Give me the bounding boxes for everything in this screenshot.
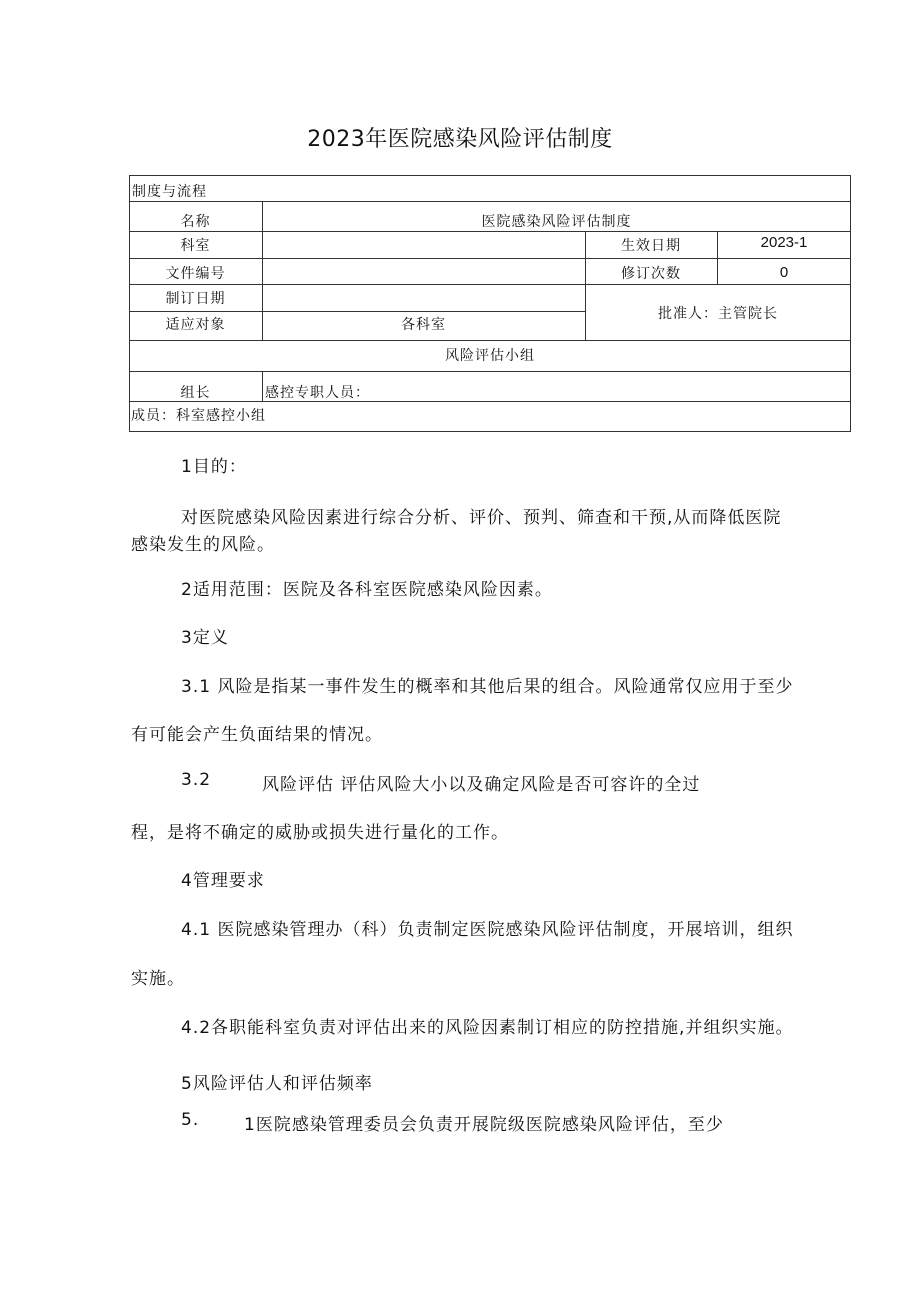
section-4-2-text: 4.2各职能科室负责对评估出来的风险因素制订相应的防控措施,并组织实施。 xyxy=(181,1018,794,1038)
effective-date-label: 生效日期 xyxy=(621,238,681,254)
document-title: 2023年医院感染风险评估制度 xyxy=(307,127,613,152)
section-3-2-number: 3.2 xyxy=(181,770,212,790)
section-3-2-text-cont: 程，是将不确定的威胁或损失进行量化的工作。 xyxy=(131,823,509,843)
table-rule xyxy=(129,231,851,232)
table-rule xyxy=(262,371,263,401)
section-3-2-text: 风险评估 评估风险大小以及确定风险是否可容许的全过 xyxy=(262,775,701,795)
members: 成员：科室感控小组 xyxy=(131,408,266,424)
applies-to-value: 各科室 xyxy=(401,317,446,333)
table-rule xyxy=(129,340,851,341)
leader-value: 感控专职人员： xyxy=(265,385,370,401)
revision-count-value: 0 xyxy=(779,264,789,281)
table-rule xyxy=(129,311,585,312)
section-5-1-text: 1医院感染管理委员会负责开展院级医院感染风险评估，至少 xyxy=(244,1115,724,1135)
revision-date-label: 制订日期 xyxy=(165,291,226,307)
section-4-1-text-cont: 实施。 xyxy=(131,969,185,989)
doc-no-label: 文件编号 xyxy=(165,266,226,282)
dept-label: 科室 xyxy=(180,238,211,254)
revision-count-label: 修订次数 xyxy=(621,266,681,282)
section-1-heading: 1目的： xyxy=(181,457,247,477)
section-4-heading: 4管理要求 xyxy=(181,871,265,891)
table-rule xyxy=(129,284,851,285)
table-rule xyxy=(129,201,851,202)
section-2-text: 2适用范围：医院及各科室医院感染风险因素。 xyxy=(181,580,553,600)
section-3-heading: 3定义 xyxy=(181,628,229,648)
section-5-heading: 5风险评估人和评估频率 xyxy=(181,1074,373,1094)
leader-label: 组长 xyxy=(180,385,211,401)
name-value: 医院感染风险评估制度 xyxy=(481,214,632,230)
section-label: 制度与流程 xyxy=(132,184,207,200)
applies-to-label: 适应对象 xyxy=(165,317,226,333)
section-4-1-text: 4.1 医院感染管理办（科）负责制定医院感染风险评估制度，开展培训，组织 xyxy=(181,920,794,940)
section-1-text-cont: 感染发生的风险。 xyxy=(131,535,275,555)
effective-date-value: 2023-1 xyxy=(760,234,808,251)
section-1-text: 对医院感染风险因素进行综合分析、评价、预判、筛查和干预,从而降低医院 xyxy=(181,508,782,528)
name-label: 名称 xyxy=(180,214,211,230)
table-rule xyxy=(129,371,851,372)
section-3-1-text-cont: 有可能会产生负面结果的情况。 xyxy=(131,725,383,745)
table-rule xyxy=(129,258,851,259)
group-heading: 风险评估小组 xyxy=(445,348,535,364)
section-3-1-text: 3.1 风险是指某一事件发生的概率和其他后果的组合。风险通常仅应用于至少 xyxy=(181,677,794,697)
approver: 批准人：主管院长 xyxy=(658,306,778,322)
section-5-1-number: 5. xyxy=(181,1110,200,1130)
